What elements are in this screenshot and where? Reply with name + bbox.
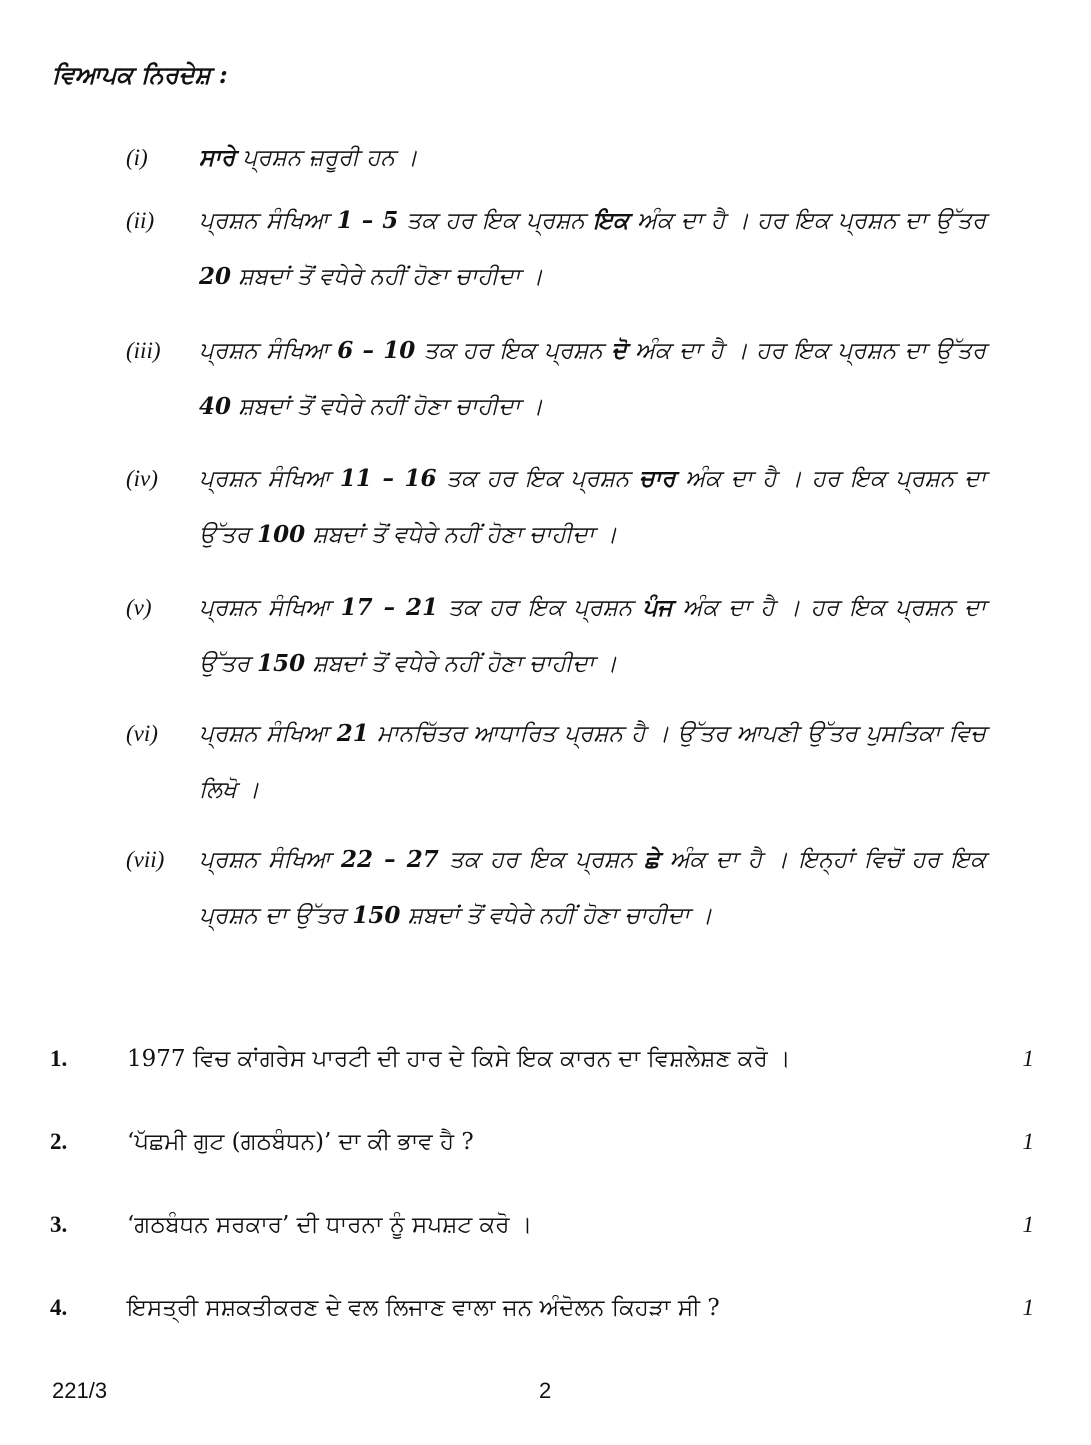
question-marks: 1 bbox=[1022, 1212, 1034, 1237]
instruction-emphasis: 21 bbox=[336, 720, 369, 747]
instruction-emphasis: 17 – 21 bbox=[340, 594, 439, 621]
instruction-emphasis: 100 bbox=[257, 521, 306, 548]
instruction-text-part: ਅੰਕ ਦਾ ਹੈ । ਹਰ ਇਕ ਪ੍ਰਸ਼ਨ ਦਾ ਉੱਤਰ bbox=[199, 595, 986, 677]
question-text: ‘ਪੱਛਮੀ ਗੁਟ (ਗਠਬੰਧਨ)’ ਦਾ ਕੀ ਭਾਵ ਹੈ ? bbox=[127, 1129, 474, 1155]
instruction-number: (iv) bbox=[126, 466, 158, 491]
instruction-text-part: ਸ਼ਬਦਾਂ ਤੋਂ ਵਧੇਰੇ ਨਹੀਂ ਹੋਣਾ ਚਾਹੀਦਾ । bbox=[400, 903, 713, 929]
instruction-text-part: ਤਕ ਹਰ ਇਕ ਪ੍ਰਸ਼ਨ bbox=[436, 466, 640, 492]
instruction-number: (iii) bbox=[126, 338, 161, 363]
instruction-number: (vii) bbox=[126, 847, 165, 872]
instruction-emphasis: 11 – 16 bbox=[339, 465, 437, 492]
instruction-emphasis: 22 – 27 bbox=[340, 846, 439, 873]
instruction-text-part: ਤਕ ਹਰ ਇਕ ਪ੍ਰਸ਼ਨ bbox=[415, 338, 612, 364]
instruction-text-part: ਸ਼ਬਦਾਂ ਤੋਂ ਵਧੇਰੇ ਨਹੀਂ ਹੋਣਾ ਚਾਹੀਦਾ । bbox=[231, 394, 543, 420]
instruction-text-part: ਅੰਕ ਦਾ ਹੈ । ਇਨ੍ਹਾਂ ਵਿਚੋਂ ਹਰ ਇਕ ਪ੍ਰਸ਼ਨ ਦਾ ਉੱਤਰ bbox=[199, 847, 986, 929]
instruction-text-part: ਪ੍ਰਸ਼ਨ ਸੰਖਿਆ bbox=[199, 595, 341, 621]
instruction-emphasis: ਸਾਰੇ bbox=[199, 144, 236, 171]
question-number: 2. bbox=[50, 1129, 68, 1154]
instruction-text bbox=[199, 832, 986, 944]
instruction-item bbox=[126, 130, 986, 186]
instruction-item bbox=[126, 706, 986, 818]
question-marks: 1 bbox=[1022, 1129, 1034, 1154]
question-marks: 1 bbox=[1022, 1295, 1034, 1320]
instruction-text-part: ਸ਼ਬਦਾਂ ਤੋਂ ਵਧੇਰੇ ਨਹੀਂ ਹੋਣਾ ਚਾਹੀਦਾ । bbox=[305, 522, 618, 548]
instruction-text-part: ਪ੍ਰਸ਼ਨ ਸੰਖਿਆ bbox=[199, 466, 340, 492]
instruction-emphasis: ਚਾਰ bbox=[639, 465, 676, 492]
instruction-text-part: ਪ੍ਰਸ਼ਨ ਸੰਖਿਆ bbox=[199, 338, 338, 364]
instruction-item bbox=[126, 323, 986, 435]
question-text: ‘ਗਠਬੰਧਨ ਸਰਕਾਰ’ ਦੀ ਧਾਰਨਾ ਨੂੰ ਸਪਸ਼ਟ ਕਰੋ । bbox=[127, 1212, 533, 1238]
instruction-text bbox=[199, 193, 986, 305]
question-number: 1. bbox=[50, 1046, 68, 1071]
instruction-emphasis: ਦੋ bbox=[611, 337, 627, 364]
question-text: ਇਸਤ੍ਰੀ ਸਸ਼ਕਤੀਕਰਣ ਦੇ ਵਲ ਲਿਜਾਣ ਵਾਲਾ ਜਨ ਅੰਦੋਲਨ ਕਿਹੜਾ ਸੀ ? bbox=[127, 1295, 720, 1321]
question-number: 3. bbox=[50, 1212, 68, 1237]
instruction-emphasis: ਛੇ bbox=[644, 846, 660, 873]
instruction-text bbox=[199, 323, 986, 435]
instruction-item bbox=[126, 580, 986, 692]
instruction-emphasis: 20 bbox=[199, 263, 232, 290]
instruction-text-part: ਪ੍ਰਸ਼ਨ ਸੰਖਿਆ bbox=[199, 721, 337, 747]
page-number: 2 bbox=[539, 1378, 552, 1403]
instruction-number: (v) bbox=[126, 595, 152, 620]
instruction-text-part: ਤਕ ਹਰ ਇਕ ਪ੍ਰਸ਼ਨ bbox=[438, 847, 645, 873]
instruction-text-part: ਪ੍ਰਸ਼ਨ ਜ਼ਰੂਰੀ ਹਨ । bbox=[235, 145, 418, 171]
instruction-emphasis: 40 bbox=[199, 393, 232, 420]
instruction-text-part: ਤਕ ਹਰ ਇਕ ਪ੍ਰਸ਼ਨ bbox=[398, 208, 594, 234]
paper-code: 221/3 bbox=[52, 1378, 108, 1403]
instruction-text-part: ਸ਼ਬਦਾਂ ਤੋਂ ਵਧੇਰੇ ਨਹੀਂ ਹੋਣਾ ਚਾਹੀਦਾ । bbox=[305, 651, 618, 677]
instruction-text bbox=[199, 706, 986, 818]
instruction-text-part: ਅੰਕ ਦਾ ਹੈ । ਹਰ ਇਕ ਪ੍ਰਸ਼ਨ ਦਾ ਉੱਤਰ bbox=[199, 466, 986, 548]
instruction-text-part: ਮਾਨਚਿੱਤਰ ਆਧਾਰਿਤ ਪ੍ਰਸ਼ਨ ਹੈ । ਉੱਤਰ ਆਪਣੀ ਉੱਤਰ ਪੁਸਤਿਕਾ ਵਿਚ ਲਿਖੋ । bbox=[199, 721, 986, 803]
instruction-text bbox=[199, 580, 986, 692]
general-instructions-heading: ਵਿਆਪਕ ਨਿਰਦੇਸ਼ : bbox=[52, 60, 228, 89]
instruction-number: (vi) bbox=[126, 721, 158, 746]
instruction-emphasis: ਪੰਜ bbox=[642, 594, 673, 621]
instruction-text bbox=[199, 130, 986, 186]
instruction-text-part: ਪ੍ਰਸ਼ਨ ਸੰਖਿਆ bbox=[199, 208, 337, 234]
instruction-text-part: ਤਕ ਹਰ ਇਕ ਪ੍ਰਸ਼ਨ bbox=[438, 595, 643, 621]
instruction-item bbox=[126, 451, 986, 563]
instruction-emphasis: 1 – 5 bbox=[336, 207, 399, 234]
instruction-item bbox=[126, 193, 986, 305]
instruction-text-part: ਪ੍ਰਸ਼ਨ ਸੰਖਿਆ bbox=[199, 847, 341, 873]
instruction-emphasis: 6 – 10 bbox=[337, 337, 416, 364]
instruction-text-part: ਸ਼ਬਦਾਂ ਤੋਂ ਵਧੇਰੇ ਨਹੀਂ ਹੋਣਾ ਚਾਹੀਦਾ । bbox=[231, 264, 543, 290]
question-text: 1977 ਵਿਚ ਕਾਂਗਰੇਸ ਪਾਰਟੀ ਦੀ ਹਾਰ ਦੇ ਕਿਸੇ ਇਕ ਕਾਰਨ ਦਾ ਵਿਸ਼ਲੇਸ਼ਣ ਕਰੋ । bbox=[127, 1046, 791, 1072]
instruction-number: (i) bbox=[126, 145, 148, 170]
instruction-text bbox=[199, 451, 986, 563]
instruction-number: (ii) bbox=[126, 208, 155, 233]
instruction-text-part: ਅੰਕ ਦਾ ਹੈ । ਹਰ ਇਕ ਪ੍ਰਸ਼ਨ ਦਾ ਉੱਤਰ bbox=[626, 338, 986, 364]
question-number: 4. bbox=[50, 1295, 68, 1320]
instruction-text-part: ਅੰਕ ਦਾ ਹੈ । ਹਰ ਇਕ ਪ੍ਰਸ਼ਨ ਦਾ ਉੱਤਰ bbox=[628, 208, 986, 234]
question-marks: 1 bbox=[1022, 1046, 1034, 1071]
instruction-item bbox=[126, 832, 986, 944]
instruction-emphasis: 150 bbox=[257, 650, 306, 677]
instruction-emphasis: 150 bbox=[352, 902, 401, 929]
instruction-emphasis: ਇਕ bbox=[593, 207, 629, 234]
